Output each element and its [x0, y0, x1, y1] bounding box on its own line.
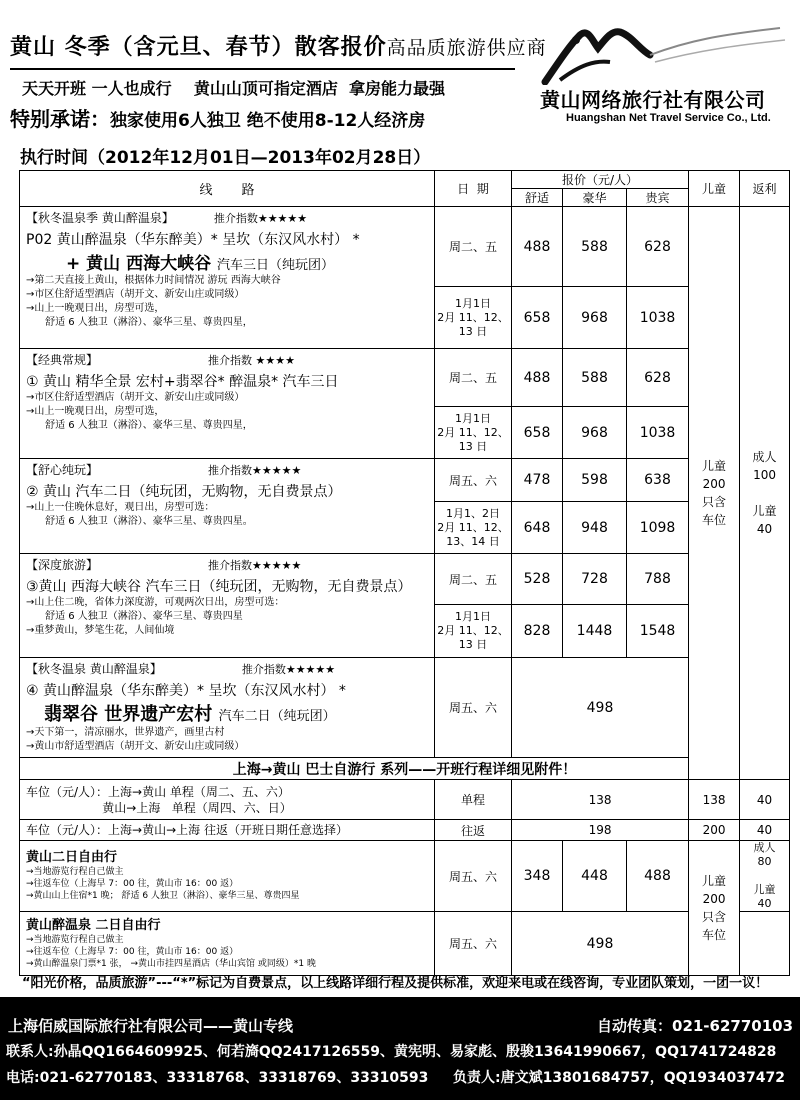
- page-title: [10, 30, 547, 61]
- route-cell: [20, 207, 435, 349]
- title-text: 黄山 冬季（含元旦、春节）散客报价: [10, 35, 387, 60]
- route-note: →山上住二晚，省体力深度游，可观两次日出，房型可选：: [26, 597, 285, 608]
- free-tour-date: 周五、六: [435, 912, 512, 976]
- route-date-holiday: 1月1、2日 2月 11、12、 13、14 日: [435, 502, 512, 554]
- route-tag-text: 【舒心纯玩】: [26, 463, 99, 477]
- route-date: 周五、六: [435, 658, 512, 758]
- route-title: ② 黄山 汽车二日（纯玩团，无购物，无自费景点）: [26, 484, 342, 500]
- route-cell: [20, 554, 435, 658]
- col-date: 日 期: [435, 171, 512, 207]
- route-title-2-main: 翡翠谷 世界遗产宏村: [44, 704, 213, 725]
- route-title-2-main: + 黄山 西海大峡谷: [66, 254, 212, 274]
- price-vip: 628: [627, 207, 689, 287]
- route-note: →重梦黄山，梦笔生花，人间仙境: [26, 625, 175, 636]
- price-comfort: 488: [512, 349, 563, 407]
- promise-label: 特别承诺：: [10, 107, 110, 131]
- route-note: →山上一晚观日出，房型可选，: [26, 406, 165, 417]
- free-tour-cell: [20, 841, 435, 912]
- bus-return-date: 往返: [435, 820, 512, 841]
- price-comfort: 648: [512, 502, 563, 554]
- bus-return-price: 198: [512, 820, 689, 841]
- agency-name: 上海佰威国际旅行社有限公司——黄山专线: [8, 1017, 294, 1035]
- price-deluxe: 968: [563, 407, 627, 459]
- route-note: →黄山市舒适型酒店（胡开文、新安山庄或同级）: [26, 741, 245, 752]
- header-divider: [10, 68, 515, 70]
- route-date-holiday: 1月1日 2月 11、12、 13 日: [435, 407, 512, 459]
- route-date: 周二、五: [435, 554, 512, 605]
- phone-numbers: 电话:021-62770183、33318768、33318769、33310593: [6, 1070, 429, 1086]
- contact-persons: 联系人:孙晶QQ1664609925、何若旖QQ2417126559、黄宪明、易家彪、殷骏13641990667，QQ1741724828: [6, 1044, 777, 1060]
- free-rebate-cell-2: [740, 912, 790, 976]
- price-vip: 638: [627, 459, 689, 502]
- free-tour-note: →当地游览行程自己做主: [26, 934, 124, 945]
- route-title: ③黄山 西海大峡谷 汽车三日（纯玩团，无购物，无自费景点）: [26, 579, 412, 595]
- price-deluxe: 598: [563, 459, 627, 502]
- route-note: →市区住舒适型酒店（胡开文、新安山庄或同级）: [26, 392, 245, 403]
- promise-line: [10, 103, 425, 132]
- child-price-cell: 儿童 200 只含 车位: [689, 207, 740, 780]
- route-title: ① 黄山 精华全景 宏村+翡翠谷* 醉温泉* 汽车三日: [26, 374, 339, 390]
- bus-oneway-price: 138: [512, 780, 689, 820]
- route-cell: [20, 459, 435, 554]
- free-child-cell: 儿童 200 只含 车位: [689, 841, 740, 976]
- price-comfort: 528: [512, 554, 563, 605]
- free-tour-cell: [20, 912, 435, 976]
- bus-oneway-line2: 黄山→上海 单程（周四、六、日）: [26, 800, 292, 815]
- route-cell: [20, 658, 435, 758]
- free-tour-note: →往返车位（上海早 7：00 往，黄山市 16：00 返）: [26, 879, 239, 889]
- contact-band: [0, 997, 800, 1100]
- price-vip: 488: [627, 841, 689, 912]
- price-comfort: 348: [512, 841, 563, 912]
- route-date: 周二、五: [435, 207, 512, 287]
- bus-return-text: 车位（元/人）：上海→黄山→上海 往返（开班日期任意选择）: [20, 820, 435, 841]
- route-note: 舒适 6 人独卫（淋浴）、豪华三星、尊贵四星。: [26, 516, 253, 527]
- route-tag: [26, 660, 428, 677]
- price-vip: 788: [627, 554, 689, 605]
- price-vip: 1038: [627, 287, 689, 349]
- price-table: [19, 170, 790, 976]
- route-tag-text: 【秋冬温泉 黄山醉温泉】: [26, 662, 162, 676]
- rebate-cell: 成人 100 儿童 40: [740, 207, 790, 780]
- validity-period: 执行时间（2012年12月01日—2013年02月28日）: [20, 148, 431, 168]
- route-title: ④ 黄山醉温泉（华东醉美）* 呈坎（东汉风水村） *: [26, 683, 346, 699]
- bus-oneway-line1: 车位（元/人）：上海→黄山 单程（周二、五、六）: [26, 784, 290, 799]
- price-single: 498: [512, 912, 689, 976]
- price-deluxe: 1448: [563, 605, 627, 658]
- route-date: 周二、五: [435, 349, 512, 407]
- price-comfort: 658: [512, 407, 563, 459]
- promise-text: 独家使用6人独卫 绝不使用8-12人经济房: [110, 111, 426, 131]
- route-note: →第二天直接上黄山，根据体力时间情况 游玩 西海大峡谷: [26, 275, 281, 286]
- route-note: 舒适 6 人独卫（淋浴）、豪华三星、尊贵四星: [26, 611, 243, 622]
- col-route: 线 路: [20, 171, 435, 207]
- route-rating: 推介指数★★★★★: [208, 559, 302, 572]
- free-tour-note: →当地游览行程自己做主: [26, 867, 124, 877]
- route-note: →山上一住晚休息好，观日出，房型可选：: [26, 502, 215, 513]
- route-rating: 推介指数★★★★★: [241, 663, 336, 676]
- route-tag-text: 【深度旅游】: [26, 558, 99, 572]
- route-title: P02 黄山醉温泉（华东醉美）* 呈坎（东汉风水村） *: [26, 232, 360, 248]
- free-tour-note: →往返车位（上海早 7：00 往，黄山市 16：00 返）: [26, 946, 239, 957]
- company-logo: [540, 20, 790, 135]
- manager-contact: 负责人:唐文斌13801684757，QQ1934037472: [453, 1070, 785, 1086]
- bus-return-rebate: 40: [740, 820, 790, 841]
- route-tag: [26, 461, 428, 478]
- price-deluxe: 968: [563, 287, 627, 349]
- price-comfort: 658: [512, 287, 563, 349]
- price-deluxe: 948: [563, 502, 627, 554]
- price-vip: 1098: [627, 502, 689, 554]
- route-title-2-sub: 汽车三日（纯玩团）: [217, 258, 335, 273]
- bus-return-child: 200: [689, 820, 740, 841]
- route-date-holiday: 1月1日 2月 11、12、 13 日: [435, 287, 512, 349]
- route-title-2: [66, 249, 428, 274]
- free-tour-note: →黄山山上住宿*1 晚； 舒适 6 人独卫（淋浴）、豪华三星、尊贵四星: [26, 891, 300, 901]
- route-tag-text: 【秋冬温泉季 黄山醉温泉】: [26, 211, 174, 225]
- free-tour-title: 黄山醉温泉 二日自由行: [26, 917, 161, 933]
- route-tag-text: 【经典常规】: [26, 353, 99, 367]
- logo-company-name-en: Huangshan Net Travel Service Co., Ltd.: [566, 112, 771, 124]
- price-deluxe: 588: [563, 349, 627, 407]
- col-child: 儿童: [689, 171, 740, 207]
- col-deluxe: 豪华: [563, 189, 627, 207]
- col-comfort: 舒适: [512, 189, 563, 207]
- logo-company-name: 黄山网络旅行社有限公司: [540, 88, 766, 112]
- free-rebate-cell: 成人 80 儿童 40: [740, 841, 790, 912]
- route-note: 舒适 6 人独卫（淋浴）、豪华三星、尊贵四星，: [26, 317, 253, 328]
- price-comfort: 478: [512, 459, 563, 502]
- route-note: →山上一晚观日出，房型可选，: [26, 303, 165, 314]
- price-deluxe: 448: [563, 841, 627, 912]
- free-tour-note: →黄山醉温泉门票*1 张， →黄山市挂四星酒店（华山宾馆 或同级）*1 晚: [26, 958, 316, 969]
- bus-oneway-cell: [20, 780, 435, 820]
- price-vip: 1038: [627, 407, 689, 459]
- footer-note: “阳光价格，品质旅游”---“*”标记为自费景点，以上线路详细行程及提供标准，欢迎来电或在线咨询，专业团队策划，一团一议！: [22, 976, 769, 991]
- route-cell: [20, 349, 435, 459]
- route-date: 周五、六: [435, 459, 512, 502]
- slogan-line: 天天开班 一人也成行 黄山山顶可指定酒店 拿房能力最强: [22, 79, 445, 98]
- col-rebate: 返利: [740, 171, 790, 207]
- route-note: 舒适 6 人独卫（淋浴）、豪华三星、尊贵四星，: [26, 420, 253, 431]
- route-tag: [26, 556, 428, 573]
- bus-oneway-child: 138: [689, 780, 740, 820]
- route-rating: 推介指数★★★★★: [208, 464, 302, 477]
- price-deluxe: 588: [563, 207, 627, 287]
- price-deluxe: 728: [563, 554, 627, 605]
- bus-oneway-date: 单程: [435, 780, 512, 820]
- fax-number: 自动传真：021-62770103: [597, 1017, 794, 1035]
- price-comfort: 488: [512, 207, 563, 287]
- bus-section-header: 上海→黄山 巴士自游行 系列——开班行程详细见附件！: [20, 758, 790, 780]
- route-rating: 推介指数 ★★★★: [208, 354, 295, 367]
- col-vip: 贵宾: [627, 189, 689, 207]
- mountain-logo-icon: [540, 20, 790, 85]
- route-rating: 推介指数★★★★★: [213, 212, 308, 225]
- bus-oneway-rebate: 40: [740, 780, 790, 820]
- price-comfort: 828: [512, 605, 563, 658]
- route-title-2: [44, 700, 428, 726]
- price-single: 498: [512, 658, 689, 758]
- free-tour-title: 黄山二日自由行: [26, 850, 118, 865]
- route-title-2-sub: 汽车二日（纯玩团）: [218, 709, 336, 724]
- col-price: 报价（元/人）: [512, 171, 689, 189]
- free-tour-date: 周五、六: [435, 841, 512, 912]
- route-date-holiday: 1月1日 2月 11、12、 13 日: [435, 605, 512, 658]
- title-subtitle: 高品质旅游供应商: [386, 37, 547, 59]
- price-vip: 1548: [627, 605, 689, 658]
- route-note: →市区住舒适型酒店（胡开文、新安山庄或同级）: [26, 289, 245, 300]
- route-note: →天下第一，清凉丽水，世界遗产，画里古村: [26, 727, 225, 738]
- route-tag: [26, 351, 428, 368]
- price-vip: 628: [627, 349, 689, 407]
- route-tag: [26, 209, 428, 226]
